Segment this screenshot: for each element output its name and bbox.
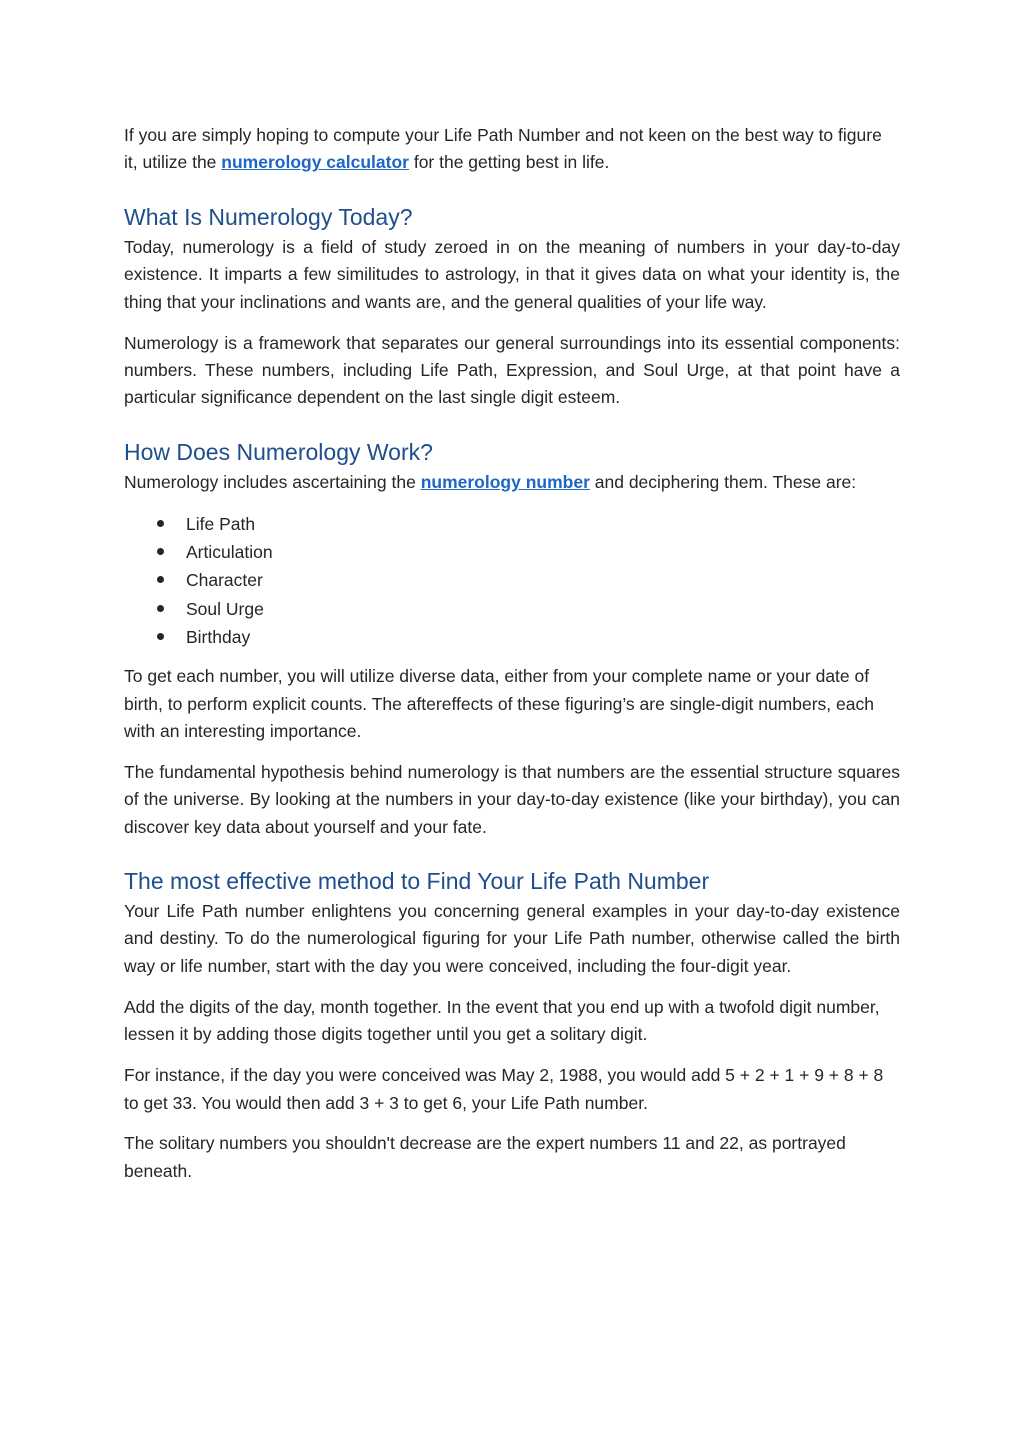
section1-paragraph-1: Today, numerology is a field of study zeroed in on the meaning of numbers in your day-to-day existence. It imparts a few similitudes to astrology, in that it gives data on what your identity is, the thing that your inclinations and wants are, and the general qualities of your life way. — [124, 236, 900, 312]
list-item — [124, 595, 900, 623]
section3-paragraph-1: Your Life Path number enlightens you concerning general examples in your day-to-day existence and destiny. To do the numerological figuring for your Life Path number, otherwise called the birth way or life number, start with the day you were conceived, including the four-digit year. — [124, 901, 900, 976]
list-item-label: Articulation — [186, 541, 273, 562]
list-item — [124, 538, 900, 566]
section3-paragraph-3: For instance, if the day you were conceived was May 2, 1988, you would add 5 + 2 + 1 + 9 + 8 + 8 to get 33. You would then add 3 + 3 to get 6, your Life Path number. — [124, 1065, 884, 1113]
section2-paragraph-2: The fundamental hypothesis behind numerology is that numbers are the essential structure squares of the universe. By looking at the numbers in your day-to-day existence (like your birthday), you can discover key data about yourself and your fate. — [124, 761, 900, 837]
bullet-icon — [157, 548, 164, 555]
numerology-calculator-link[interactable]: numerology calculator — [221, 152, 409, 173]
list-item — [124, 510, 900, 538]
list-item-label: Character — [186, 570, 263, 591]
bullet-icon — [157, 633, 164, 640]
bullet-icon — [157, 520, 164, 527]
list-item — [124, 566, 900, 594]
document-page — [124, 122, 900, 1199]
bullet-icon — [157, 605, 164, 612]
section3-paragraph-2: Add the digits of the day, month together. In the event that you end up with a twofold digit number, lessen it by adding those digits together until you get a solitary digit. — [124, 996, 880, 1045]
list-item-label: Birthday — [186, 626, 251, 647]
section2-lead-text-start: Numerology includes ascertaining the — [124, 471, 421, 492]
number-types-list — [124, 510, 900, 651]
section-heading-find-life-path: The most effective method to Find Your Life Path Number — [124, 868, 710, 895]
section2-lead-paragraph — [124, 469, 900, 496]
section2-paragraph-1: To get each number, you will utilize diverse data, either from your complete name or your date of birth, to perform explicit counts. The aftereffects of these figuring’s are single-digit numbers, each with an interesting importance. — [124, 666, 874, 741]
section-heading-how-numerology-works: How Does Numerology Work? — [124, 438, 433, 465]
list-item — [124, 623, 900, 651]
numerology-number-link[interactable]: numerology number — [420, 471, 590, 492]
section3-paragraph-4: The solitary numbers you shouldn't decrease are the expert numbers 11 and 22, as portrayed beneath. — [124, 1133, 846, 1181]
section-heading-what-is-numerology: What Is Numerology Today? — [124, 203, 413, 230]
intro-paragraph — [124, 122, 900, 177]
list-item-label: Soul Urge — [186, 598, 264, 619]
section2-lead-text-end: and deciphering them. These are: — [589, 471, 857, 492]
bullet-icon — [157, 576, 164, 583]
intro-text-end: for the getting best in life. — [408, 152, 610, 173]
section1-paragraph-2: Numerology is a framework that separates our general surroundings into its essential components: numbers. These numbers, including Life Path, Expression, and Soul Urge, at that point have a particular significance dependent on the last single digit esteem. — [124, 332, 900, 408]
list-item-label: Life Path — [186, 513, 256, 534]
intro-text-start: If you are simply hoping to compute your Life Path Number and not keen on the best way to figure it, utilize the — [124, 125, 882, 173]
